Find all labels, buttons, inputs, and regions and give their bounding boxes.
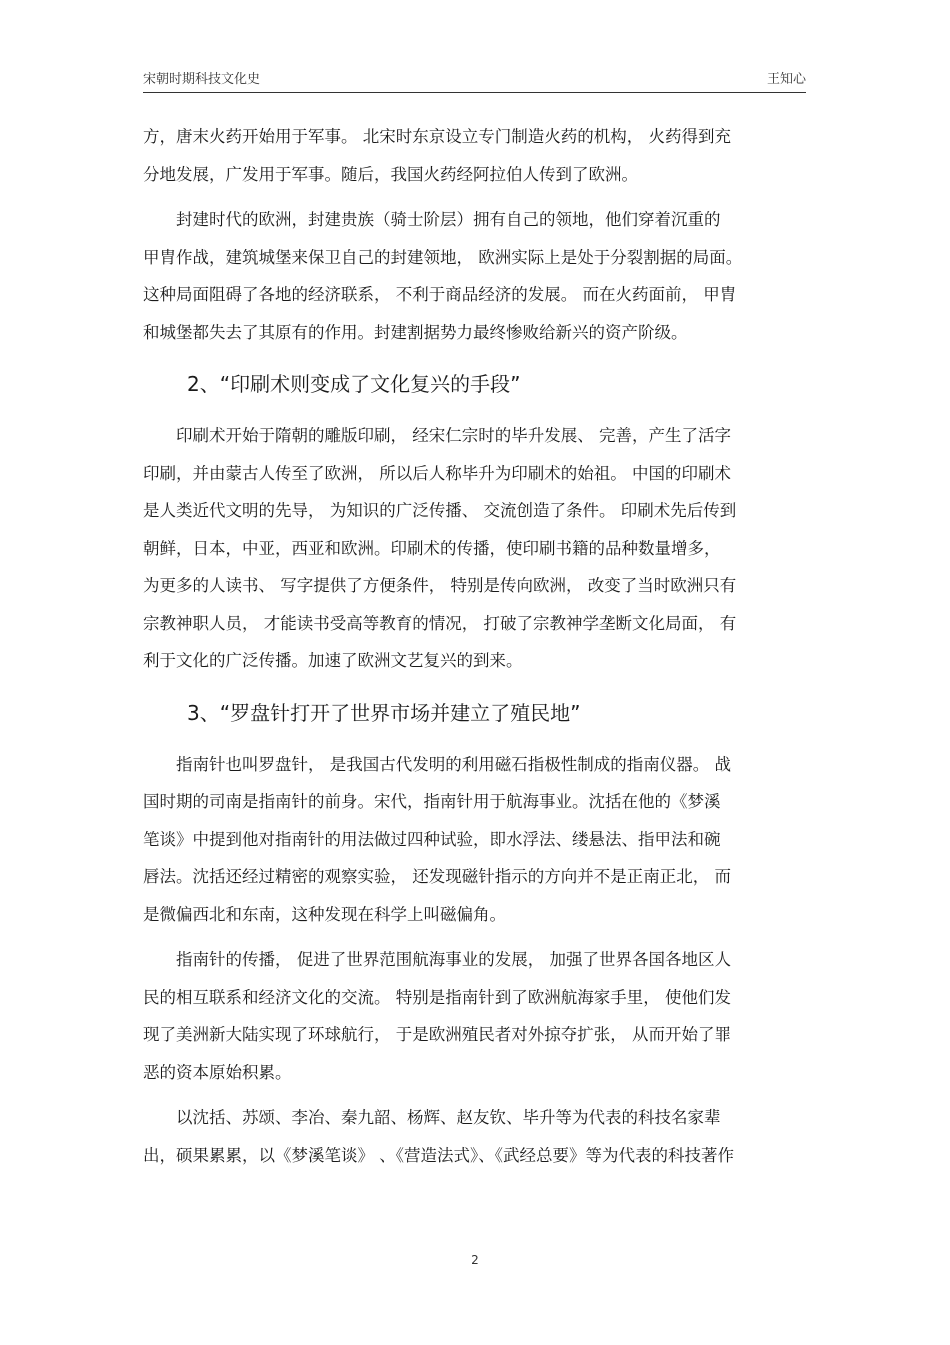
paragraph-line: 是人类近代文明的先导， 为知识的广泛传播、 交流创造了条件。 印刷术先后传到: [143, 501, 737, 520]
paragraph-line: 利于文化的广泛传播。加速了欧洲文艺复兴的到来。: [143, 651, 523, 670]
paragraph-line: 指南针的传播， 促进了世界范围航海事业的发展， 加强了世界各国各地区人: [143, 950, 731, 969]
paragraph: [143, 1099, 806, 1174]
paragraph: [143, 417, 806, 680]
paragraph-line: 甲胄作战，建筑城堡来保卫自己的封建领地， 欧洲实际上是处于分裂割据的局面。: [143, 247, 743, 267]
paragraph: [143, 746, 806, 934]
paragraph-line: 和城堡都失去了其原有的作用。封建割据势力最终惨败给新兴的资产阶级。: [143, 322, 688, 342]
paragraph-line: 国时期的司南是指南针的前身。宋代，指南针用于航海事业。沈括在他的《梦溪: [143, 792, 721, 811]
paragraph-line: 宗教神职人员， 才能读书受高等教育的情况， 打破了宗教神学垄断文化局面， 有: [143, 613, 737, 633]
header-title: 宋朝时期科技文化史: [143, 72, 261, 87]
paragraph-line: 印刷，并由蒙古人传至了欧洲， 所以后人称毕升为印刷术的始祖。 中国的印刷术: [143, 463, 731, 483]
paragraph-line: 朝鲜，日本，中亚，西亚和欧洲。印刷术的传播，使印刷书籍的品种数量增多，: [143, 538, 721, 558]
paragraph-line: 这种局面阻碍了各地的经济联系， 不利于商品经济的发展。 而在火药面前， 甲胄: [143, 285, 737, 304]
paragraph-line: 民的相互联系和经济文化的交流。 特别是指南针到了欧洲航海家手里， 使他们发: [143, 987, 731, 1007]
paragraph-line: 为更多的人读书、 写字提供了方便条件， 特别是传向欧洲， 改变了当时欧洲只有: [143, 576, 737, 595]
section-heading: 2、“印刷术则变成了文化复兴的手段”: [187, 372, 521, 396]
paragraph-line: 封建时代的欧洲，封建贵族（骑士阶层）拥有自己的领地，他们穿着沉重的: [143, 210, 721, 229]
paragraph: [143, 118, 806, 193]
paragraph-line: 现了美洲新大陆实现了环球航行， 于是欧洲殖民者对外掠夺扩张， 从而开始了罪: [143, 1025, 731, 1044]
page-header: [143, 66, 806, 93]
section-heading: 3、“罗盘针打开了世界市场并建立了殖民地”: [187, 700, 581, 725]
paragraph-line: 唇法。沈括还经过精密的观察实验， 还发现磁针指示的方向并不是正南正北， 而: [143, 867, 731, 886]
paragraph-line: 分地发展，广发用于军事。随后，我国火药经阿拉伯人传到了欧洲。: [143, 164, 638, 184]
paragraph-line: 笔谈》中提到他对指南针的用法做过四种试验，即水浮法、缕悬法、指甲法和碗: [143, 829, 721, 849]
document-body: [143, 118, 806, 1174]
paragraph-line: 指南针也叫罗盘针， 是我国古代发明的利用磁石指极性制成的指南仪器。 战: [143, 754, 731, 774]
paragraph-line: 出，硕果累累，以《梦溪笔谈》 、《营造法式》、《武经总要》等为代表的科技著作: [143, 1145, 734, 1165]
paragraph: [143, 941, 806, 1091]
paragraph-line: 方，唐末火药开始用于军事。 北宋时东京设立专门制造火药的机构， 火药得到充: [143, 127, 731, 146]
paragraph-line: 印刷术开始于隋朝的雕版印刷， 经宋仁宗时的毕升发展、 完善，产生了活字: [143, 426, 731, 445]
paragraph-line: 以沈括、苏颂、李冶、秦九韶、杨辉、赵友钦、毕升等为代表的科技名家辈: [143, 1108, 721, 1127]
paragraph-line: 是微偏西北和东南，这种发现在科学上叫磁偏角。: [143, 904, 506, 924]
paragraph-line: 恶的资本原始积累。: [143, 1062, 292, 1082]
header-author: 王知心: [766, 72, 806, 87]
paragraph: [143, 201, 806, 351]
page-number: 2: [471, 1253, 479, 1267]
